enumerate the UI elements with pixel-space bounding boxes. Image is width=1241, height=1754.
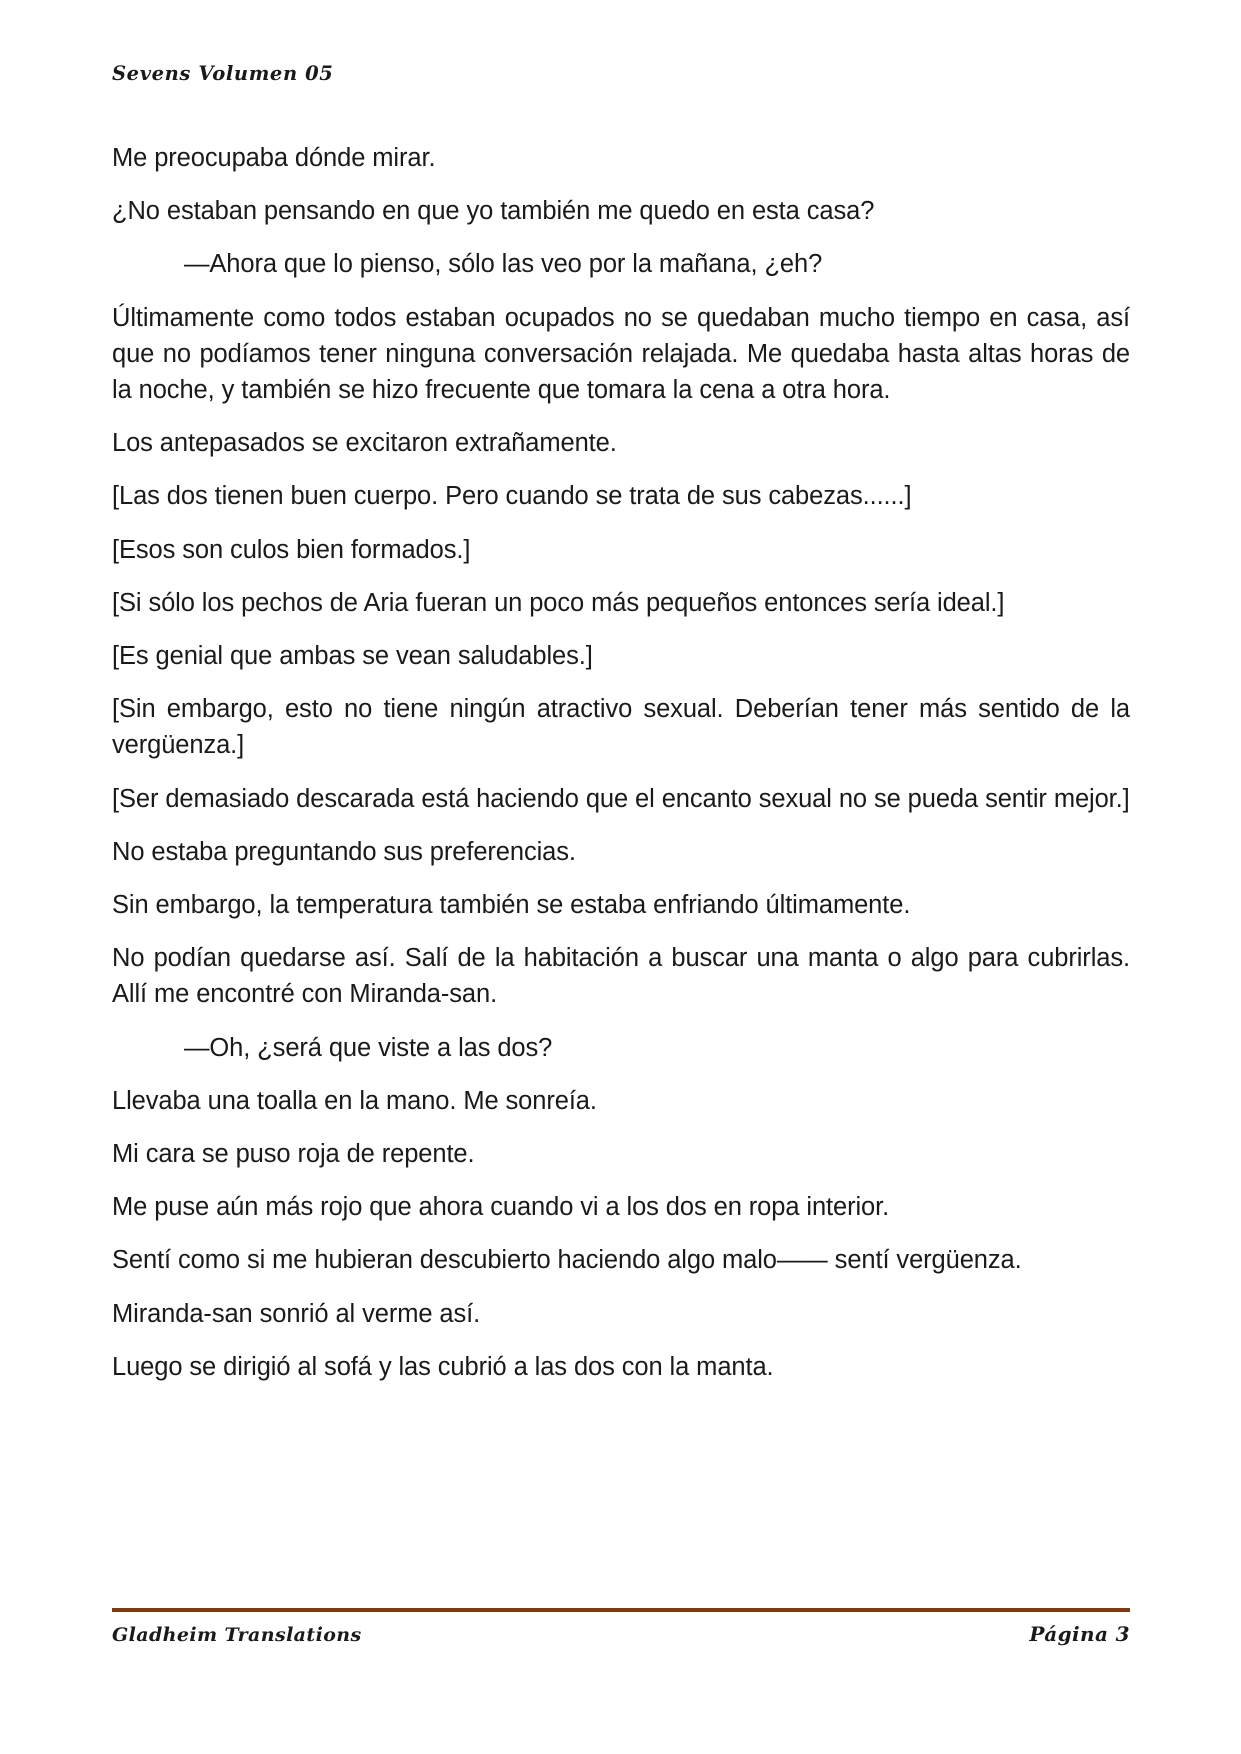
paragraph: No estaba preguntando sus preferencias. [112,837,576,866]
page-header-title: Sevens Volumen 05 [112,62,334,85]
paragraph: [Si sólo los pechos de Aria fueran un poco más pequeños entonces sería ideal.] [112,588,1005,617]
page-number: Página 3 [1029,1622,1130,1646]
paragraph: Me preocupaba dónde mirar. [112,144,436,172]
paragraph: ¿No estaban pensando en que yo también me quedo en esta casa? [112,197,875,226]
footer-translator-credit: Gladheim Translations [112,1624,362,1646]
paragraph: Llevaba una toalla en la mano. Me sonreía. [112,1086,597,1115]
paragraph: No podían quedarse así. Salí de la habitación a buscar una manta o algo para cubrirlas. Allí me encontré con Miranda-san. [112,944,1130,1009]
footer-divider [112,1608,1130,1612]
paragraph: [Esos son culos bien formados.] [112,535,471,564]
paragraph-dialogue: —Oh, ¿será que viste a las dos? [184,1033,553,1062]
paragraph: Me puse aún más rojo que ahora cuando vi a los dos en ropa interior. [112,1193,890,1222]
paragraph: Últimamente como todos estaban ocupados no se quedaban mucho tiempo en casa, así que no podíamos tener ninguna conversación relajada. Me quedaba hasta altas horas de la noche, y también se hizo frecuente que tomara la cena a otra hora. [112,303,1130,405]
paragraph: [Es genial que ambas se vean saludables.] [112,642,593,671]
paragraph: [Sin embargo, esto no tiene ningún atractivo sexual. Deberían tener más sentido de la vergüenza.] [112,695,1130,760]
paragraph: Mi cara se puso roja de repente. [112,1140,475,1169]
paragraph: Los antepasados se excitaron extrañamente. [112,429,617,458]
paragraph: [Ser demasiado descarada está haciendo que el encanto sexual no se pueda sentir mejor.] [112,784,1130,813]
paragraph: [Las dos tienen buen cuerpo. Pero cuando se trata de sus cabezas......] [112,482,912,511]
paragraph: Miranda-san sonrió al verme así. [112,1299,481,1328]
paragraph: Sin embargo, la temperatura también se estaba enfriando últimamente. [112,891,911,920]
paragraph-dialogue: —Ahora que lo pienso, sólo las veo por la mañana, ¿eh? [184,250,823,279]
paragraph: Sentí como si me hubieran descubierto haciendo algo malo—— sentí vergüenza. [112,1246,1022,1275]
paragraph: Luego se dirigió al sofá y las cubrió a las dos con la manta. [112,1352,774,1381]
document-body [112,140,1130,1402]
page-footer [112,1622,1130,1646]
